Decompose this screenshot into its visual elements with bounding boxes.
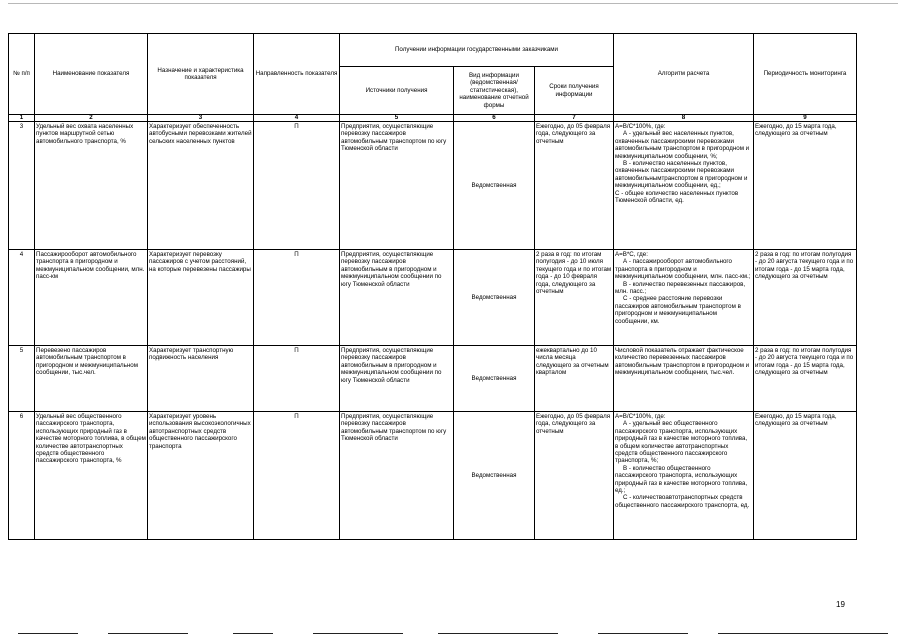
indicator-source: Предприятия, осуществляющие перевозку пассажиров автомобильным транспортом по югу Тюменской области (340, 122, 454, 250)
header-row-top (9, 34, 857, 67)
indicator-name: Удельный вес охвата населенных пунктов маршрутной сетью автомобильного транспорта, % (35, 122, 148, 250)
header-purpose: Назначение и характеристика показателя (148, 34, 254, 115)
algorithm-line: А - пассажирооборот автомобильного транспорта в пригородном и межмуниципальном сообщении, млн. пасс-км.; (615, 258, 751, 281)
bottom-border-lines (18, 633, 898, 634)
indicator-terms: Ежегодно, до 05 февраля года, следующего за отчетным (535, 412, 614, 540)
indicator-type: Ведомственная (454, 346, 535, 412)
indicator-purpose: Характеризует уровень использования высокоэкологичных автотранспортных средств общественного пассажирского транспорта (148, 412, 254, 540)
indicator-purpose: Характеризует перевозку пассажиров с учетом расстояний, на которые перевезены пассажиры (148, 250, 254, 346)
algorithm-line: С - общее количество населенных пунктов Тюменской области, ед. (615, 189, 739, 205)
col-number: 7 (535, 115, 614, 122)
indicator-source: Предприятия, осуществляющие перевозку пассажиров автомобильным в пригородном и межмуниципальном сообщении по югу Тюменской области (340, 250, 454, 346)
algorithm-line: С - количествоавтотранспортных средств общественного пассажирского транспорта, ед. (615, 494, 750, 509)
algorithm-line: С - среднее расстояние перевозки пассажиров автомобильным транспортом в пригородном и межмуниципальном сообщении, км. (615, 295, 741, 325)
bottom-line-segment (598, 633, 688, 634)
indicator-purpose: Характеризует обеспеченность автобусными перевозками жителей сельских населенных пунктов (148, 122, 254, 250)
indicator-direction: П (254, 346, 340, 412)
indicator-source: Предприятия, осуществляющие перевозку пассажиров автомобильным в пригородном и межмуниципальном сообщении по югу Тюменской области (340, 346, 454, 412)
col-number: 9 (754, 115, 857, 122)
bottom-line-segment (18, 633, 78, 634)
header-direction: Направленность показателя (254, 34, 340, 115)
header-terms: Сроки получения информации (535, 67, 614, 115)
bottom-line-segment (233, 633, 273, 634)
bottom-line-segment (438, 633, 558, 634)
header-name: Наименование показателя (35, 34, 148, 115)
indicator-name: Удельный вес общественного пассажирского транспорта, использующих природный газ в качестве моторного топлива, в общем количестве автотранспортных средств общественного пассажирского транспорта, % (35, 412, 148, 540)
row-num: 5 (9, 346, 35, 412)
table-row (9, 250, 857, 346)
indicator-periodicity: Ежегодно, до 15 марта года, следующего за отчетным (754, 412, 857, 540)
col-number: 6 (454, 115, 535, 122)
indicator-terms: ежеквартально до 10 числа месяца следующего за отчетным кварталом (535, 346, 614, 412)
indicator-purpose: Характеризует транспортную подвижность населения (148, 346, 254, 412)
top-border-line (8, 3, 898, 4)
header-sources: Источники получения (340, 67, 454, 115)
indicator-type: Ведомственная (454, 122, 535, 250)
indicator-algorithm (614, 346, 754, 412)
indicator-periodicity: 2 раза в год: по итогам полугодия - до 20 августа текущего года и по итогам года - до 15 марта года, следующего за отчетным (754, 250, 857, 346)
indicator-source: Предприятия, осуществляющие перевозку пассажиров автомобильным транспортом по югу Тюменской области (340, 412, 454, 540)
bottom-line-segment (313, 633, 403, 634)
algorithm-line: А=В*С, где: (615, 251, 648, 258)
col-number: 4 (254, 115, 340, 122)
header-num: № п/п (9, 34, 35, 115)
indicator-periodicity: 2 раза в год: по итогам полугодия - до 20 августа текущего года и по итогам года - до 15 марта года, следующего за отчетным (754, 346, 857, 412)
header-group: Получении информации государственными заказчиками (340, 34, 614, 67)
indicators-table (8, 33, 857, 540)
indicator-type: Ведомственная (454, 412, 535, 540)
indicator-direction: П (254, 122, 340, 250)
bottom-line-segment (108, 633, 188, 634)
indicator-algorithm (614, 412, 754, 540)
indicator-terms: 2 раза в год: по итогам полугодия - до 10 июля текущего года и по итогам года - до 10 февраля года, следующего за отчетным (535, 250, 614, 346)
table-row (9, 122, 857, 250)
indicator-algorithm (614, 250, 754, 346)
table-row (9, 346, 857, 412)
algorithm-line: В - количество населенных пунктов, охваченных пассажирскими перевозками автомобильнымтранспортом в пригородном и межмуниципальном сообщении, ед.; (615, 160, 748, 190)
indicator-name: Перевезено пассажиров автомобильным транспортом в пригородном и межмуниципальном сообщении, тыс.чел. (35, 346, 148, 412)
row-num: 3 (9, 122, 35, 250)
indicator-algorithm (614, 122, 754, 250)
row-num: 4 (9, 250, 35, 346)
algorithm-line: А=В/С*100%, где: (615, 413, 666, 420)
indicator-direction: П (254, 412, 340, 540)
header-algorithm: Алгоритм расчета (614, 34, 754, 115)
algorithm-line: В - количество перевезенных пассажиров, млн. пасс.; (615, 280, 746, 296)
indicator-direction: П (254, 250, 340, 346)
indicator-name: Пассажирооборот автомобильного транспорта в пригородном и межмуниципальном сообщении, млн. пасс-км (35, 250, 148, 346)
algorithm-line: В - количество общественного пассажирского транспорта, использующих природный газ в качестве моторного топлива, ед.; (615, 464, 748, 495)
indicators-table-container (8, 33, 856, 540)
col-number: 3 (148, 115, 254, 122)
col-number: 2 (35, 115, 148, 122)
algorithm-line: Числовой показатель отражает фактическое количество перевезенных пассажиров автомобильным транспортом в пригородном и межмуниципальном сообщении, тыс.чел. (615, 347, 750, 377)
col-number: 8 (614, 115, 754, 122)
algorithm-line: А=В/С*100%, где: (615, 123, 666, 130)
col-number: 5 (340, 115, 454, 122)
indicator-terms: Ежегодно, до 05 февраля года, следующего за отчетным (535, 122, 614, 250)
column-number-row (9, 115, 857, 122)
page-number: 19 (836, 600, 845, 609)
indicator-type: Ведомственная (454, 250, 535, 346)
algorithm-line: А - удельный вес населенных пунктов, охваченных пассажирскими перевозками автомобильным транспортом в пригородном и межмуниципальном сообщении, %; (615, 130, 750, 160)
table-row (9, 412, 857, 540)
header-type: Вид информации (ведомственная/ статистическая), наименование отчетной формы (454, 67, 535, 115)
algorithm-line: А - удельный вес общественного пассажирского транспорта, использующих природный газ в качестве моторного топлива, в общем количестве автотранспортных средств общественного пассажирского транспорта, %; (615, 420, 748, 465)
indicator-periodicity: Ежегодно, до 15 марта года, следующего за отчетным (754, 122, 857, 250)
col-number: 1 (9, 115, 35, 122)
row-num: 6 (9, 412, 35, 540)
bottom-line-segment (718, 633, 888, 634)
header-periodicity: Периодичность мониторинга (754, 34, 857, 115)
